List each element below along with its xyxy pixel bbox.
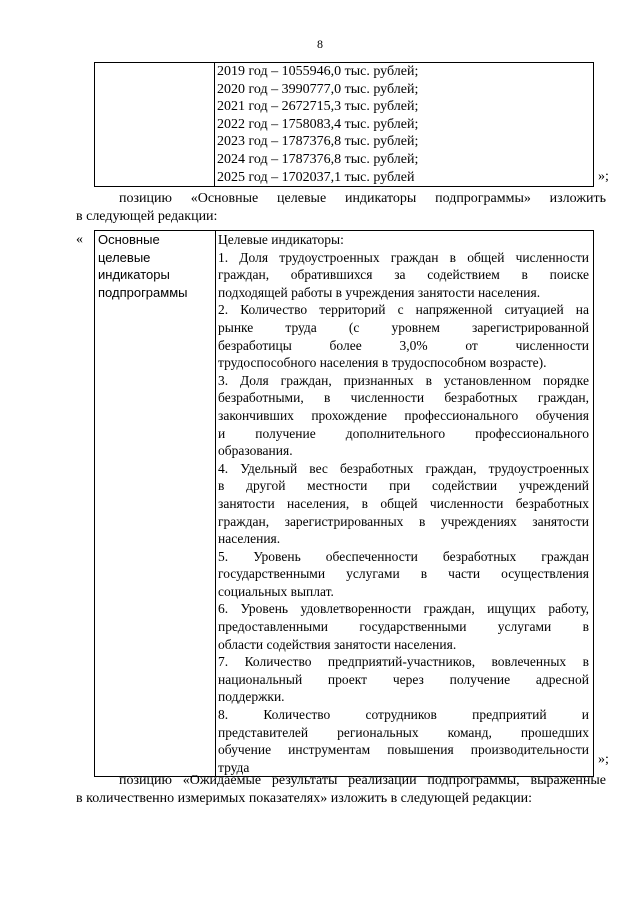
funding-year-line: 2023 год – 1787376,8 тыс. рублей; (217, 134, 419, 150)
funding-year-line: 2019 год – 1055946,0 тыс. рублей; (217, 64, 419, 79)
indicators-opening-quote: « (76, 232, 83, 247)
indicators-label-cell (95, 231, 216, 777)
indicator-line: представителей региональных команд, прошедших (218, 724, 589, 740)
funding-closing-quote: »; (598, 169, 609, 184)
indicator-line: предоставленными государственными услугами в (218, 619, 589, 635)
funding-year-line: 2022 год – 1758083,4 тыс. рублей; (217, 116, 419, 132)
indicator-line: и получение дополнительного профессионального (218, 425, 589, 441)
funding-right-cell (215, 63, 594, 187)
funding-year-line: 2025 год – 1702037,1 тыс. рублей (217, 169, 415, 185)
label-line: индикаторы (98, 267, 170, 283)
label-line: подпрограммы (98, 284, 188, 300)
indicator-line: 5. Уровень обеспеченности безработных граждан (218, 548, 589, 564)
indicator-line: 6. Уровень удовлетворенности граждан, ищущих работу, (218, 601, 589, 617)
indicator-line: в другой местности при содействии учреждений (218, 478, 589, 494)
funding-year-line: 2020 год – 3990777,0 тыс. рублей; (217, 81, 419, 97)
indicator-line: граждан, зарегистрированных в учреждениях занятости (218, 513, 589, 529)
paragraph-indicators-intro (76, 190, 606, 225)
indicator-line: социальных выплат. (218, 583, 334, 599)
funding-year-line: 2024 год – 1787376,8 тыс. рублей; (217, 151, 419, 167)
indicator-line: безработицы более 3,0% от численности (218, 337, 589, 353)
label-line: Основные (98, 232, 160, 247)
indicators-table (94, 230, 594, 777)
page-number: 8 (317, 37, 323, 51)
funding-left-cell (95, 63, 215, 187)
indicator-line: образования. (218, 443, 293, 459)
indicator-line: национальный проект через получение адресной (218, 671, 589, 687)
paragraph-line: в следующей редакции: (76, 208, 218, 224)
indicator-line: государственными услугами в части осуществления (218, 566, 589, 582)
indicator-line: занятости населения, в общей численности безработных (218, 495, 589, 511)
indicator-line: населения. (218, 531, 281, 547)
indicator-line: граждан, обратившихся за содействием в поиске (218, 267, 589, 283)
label-line: целевые (98, 249, 151, 265)
indicator-line: 4. Удельный вес безработных граждан, трудоустроенных (218, 460, 589, 476)
indicators-list (218, 231, 589, 776)
indicator-line: закончивших прохождение профессионального обучения (218, 407, 589, 423)
indicator-line: 1. Доля трудоустроенных граждан в общей численности (218, 249, 589, 265)
indicator-line: 7. Количество предприятий-участников, вовлеченных в (218, 654, 589, 670)
indicator-line: труда (218, 759, 250, 775)
indicator-line: обучение инструментам повышения производительности (218, 742, 589, 758)
indicators-closing-quote: »; (598, 752, 609, 767)
indicator-line: поддержки. (218, 689, 285, 705)
indicator-line: рынке труда (с уровнем зарегистрированной (218, 319, 589, 335)
indicator-line: подходящей работы в учреждения занятости населения. (218, 284, 541, 300)
indicator-line: 3. Доля граждан, признанных в установленном порядке (218, 372, 589, 388)
indicator-line: трудоспособного населения в трудоспособном возрасте). (218, 355, 547, 371)
indicator-line: Целевые индикаторы: (218, 232, 344, 247)
indicator-line: 2. Количество территорий с напряженной ситуацией на (218, 302, 589, 318)
funding-table (94, 62, 594, 187)
funding-year-line: 2021 год – 2672715,3 тыс. рублей; (217, 99, 419, 115)
indicator-line: области содействия занятости населения. (218, 636, 457, 652)
funding-years-list (217, 63, 590, 186)
paragraph-line: в количественно измеримых показателях» изложить в следующей редакции: (76, 790, 533, 806)
indicator-line: безработными, в численности безработных граждан, (218, 390, 589, 406)
paragraph-line: позицию «Основные целевые индикаторы подпрограммы» изложить (119, 191, 606, 206)
paragraph-line: позицию «Ожидаемые результаты реализации подпрограммы, выраженные (119, 773, 606, 788)
paragraph-results-intro (76, 772, 606, 807)
indicators-content-cell (216, 231, 594, 777)
indicator-line: 8. Количество сотрудников предприятий и (218, 707, 589, 723)
